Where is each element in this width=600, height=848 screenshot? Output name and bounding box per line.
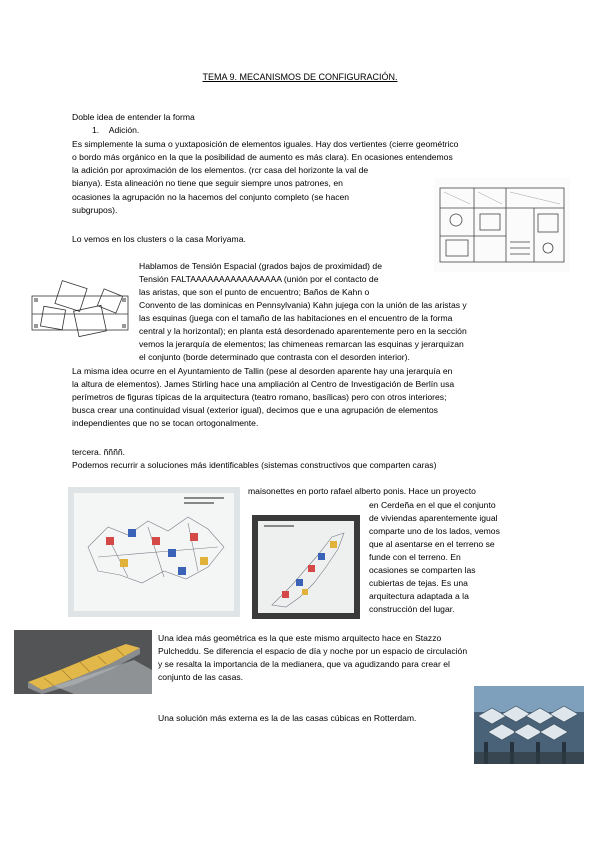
text-line: el conjunto (borde determinado que contrasta con el desorden interior). bbox=[139, 352, 410, 362]
text-line: funde con el terreno. En bbox=[369, 552, 461, 562]
text-line: en Cerdeña en el que el conjunto bbox=[369, 500, 496, 510]
text-line: cubiertas de tejas. Es una bbox=[369, 578, 468, 588]
rotterdam-cube-houses-photo bbox=[474, 686, 584, 764]
text-line: bianya). Esta alineación no tiene que seguir siempre unos patrones, en bbox=[72, 178, 343, 188]
text-line: Una idea más geométrica es la que este mismo arquitecto hace en Stazzo bbox=[158, 633, 442, 643]
text-line: construcción del lugar. bbox=[369, 604, 455, 614]
text-line: ocasiones se comparten las bbox=[369, 565, 476, 575]
text-line: Tensión FALTAAAAAAAAAAAAAAAA (unión por el contacto de bbox=[139, 274, 379, 284]
text-line: comparte uno de los lados, vemos bbox=[369, 526, 500, 536]
list-item-adicion: 1. Adición. bbox=[92, 125, 140, 135]
paragraph-soluciones: Podemos recurrir a soluciones más identificables (sistemas constructivos que comparten caras) bbox=[72, 460, 437, 470]
text-line: arquitectura adaptada a la bbox=[369, 591, 469, 601]
maisonettes-model-photo bbox=[68, 487, 240, 617]
page-title: TEMA 9. MECANISMOS DE CONFIGURACIÓN. bbox=[202, 72, 398, 82]
text-line: conjunto de las casas. bbox=[158, 672, 244, 682]
intro-line: Doble idea de entender la forma bbox=[72, 112, 195, 122]
text-line: vemos la jerarquía de elementos; las chimeneas remarcan las esquinas y jerarquizan bbox=[139, 339, 464, 349]
text-line: las aristas, que son el punto de encuentro; Baños de Kahn o bbox=[139, 287, 370, 297]
text-line: Pulcheddu. Se diferencia el espacio de día y noche por un espacio de circulación bbox=[158, 646, 468, 656]
paragraph-clusters: Lo vemos en los clusters o la casa Moriyama. bbox=[72, 234, 246, 244]
text-line: o bordo más orgánico en la que la posibilidad de aumento es más clara). En ocasiones entendemos bbox=[72, 152, 453, 162]
kahn-baths-plan-drawing bbox=[28, 278, 132, 350]
text-line: y se resalta la importancia de la medianera, que va agudizando para crear el bbox=[158, 659, 450, 669]
stazzo-pulcheddu-photo bbox=[14, 630, 152, 694]
text-line: Convento de las dominicas en Pennsylvania) Kahn jujega con la unión de las aristas y bbox=[139, 300, 467, 310]
text-line: perímetros de figuras típicas de la arquitectura (teatro romano, basílicas) pero con otros interiores; bbox=[72, 392, 447, 402]
text-line: ocasiones la agrupación no la hacemos del conjunto completo (se hacen bbox=[72, 192, 350, 202]
text-line: que al asentarse en el terreno se bbox=[369, 539, 495, 549]
text-line: independientes que no se tocan ortogonalmente. bbox=[72, 418, 259, 428]
text-line: maisonettes en porto rafael alberto ponis. Hace un proyecto bbox=[248, 486, 476, 496]
text-line: central y la horizontal); en planta está desordenado aparentemente pero en la sección bbox=[139, 326, 467, 336]
text-line: de viviendas aparentemente igual bbox=[369, 513, 498, 523]
text-line: la adición por aproximación de los elementos. (rcr casa del horizonte la val de bbox=[72, 165, 369, 175]
text-line: Es simplemente la suma o yuxtaposición de elementos iguales. Hay dos vertientes (cierre geométrico bbox=[72, 139, 459, 149]
text-line: las esquinas (juega con el tamaño de las habitaciones en el encuentro de la forma bbox=[139, 313, 453, 323]
text-line: busca crear una continuidad visual (exterior igual), decimos que e una agrupación de elementos bbox=[72, 405, 438, 415]
maisonettes-model-photo-2 bbox=[252, 515, 360, 619]
text-line: subgrupos). bbox=[72, 205, 118, 215]
text-line: La misma idea ocurre en el Ayuntamiento de Tallin (pese al desorden aparente hay una jerarquía en bbox=[72, 366, 453, 376]
text-line: Hablamos de Tensión Espacial (grados bajos de proximidad) de bbox=[139, 261, 382, 271]
paragraph-tercera: tercera. ññññ. bbox=[72, 447, 126, 457]
text-line: la altura de elementos). James Stirling hace una ampliación al Centro de Investigación de Berlín usa bbox=[72, 379, 455, 389]
floor-plan-drawing bbox=[434, 178, 570, 272]
paragraph-rotterdam: Una solución más externa es la de las casas cúbicas en Rotterdam. bbox=[158, 713, 417, 723]
